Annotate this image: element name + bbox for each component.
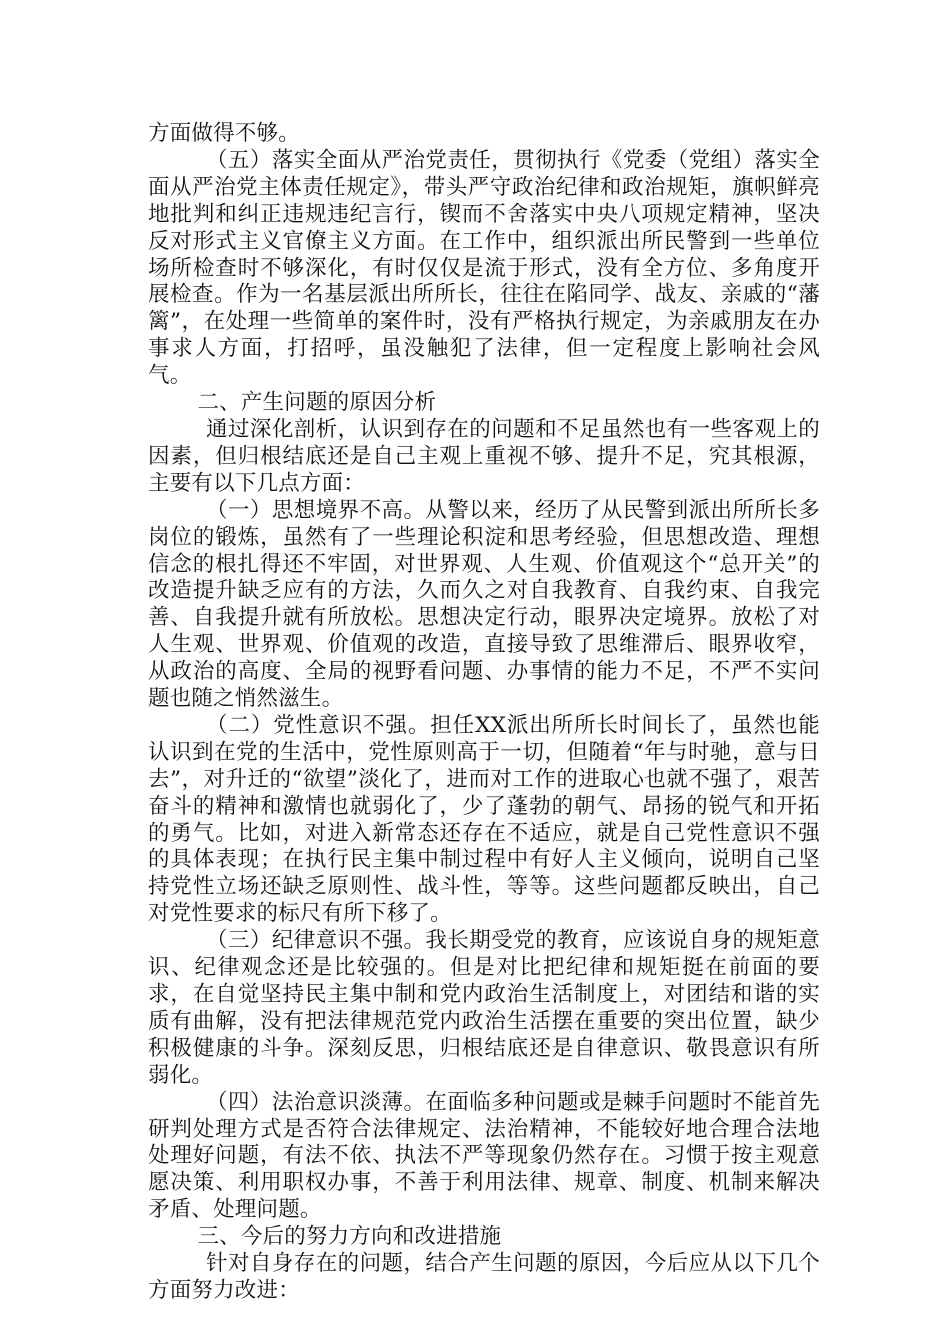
paragraph-cause-three: （三）纪律意识不强。我长期受党的教育，应该说自身的规矩意识、纪律观念还是比较强的。但是对比把纪律和规矩挺在前面的要求，在自觉坚持民主集中制和党内政治生活制度上，对团结和谐的实质有曲解，没有把法律规范党内政治生活摆在重要的突出位置，缺少积极健康的斗争。深刻反思，归根结底还是自律意识、敬畏意识有所弱化。 xyxy=(148,928,820,1088)
paragraph-continuation: 方面做得不够。 xyxy=(148,121,300,146)
paragraph-section-five: （五）落实全面从严治党责任，贯彻执行《党委（党组）落实全面从严治党主体责任规定》，带头严守政治纪律和政治规矩，旗帜鲜亮地批判和纠正违规违纪言行，锲而不舍落实中央八项规定精神，坚决反对形式主义官僚主义方面。在工作中，组织派出所民警到一些单位场所检查时不够深化，有时仅仅是流于形式，没有全方位、多角度开展检查。作为一名基层派出所所长，往往在陷同学、战友、亲戚的“藩篱”，在处理一些简单的案件时，没有严格执行规定，为亲戚朋友在办事求人方面，打招呼，虽没触犯了法律，但一定程度上影响社会风气。 xyxy=(148,147,820,389)
section-heading-improvements: 三、今后的努力方向和改进措施 xyxy=(197,1224,502,1250)
section-heading-causes: 二、产生问题的原因分析 xyxy=(197,390,437,416)
document-body xyxy=(148,121,820,1305)
paragraph-cause-intro: 通过深化剖析，认识到存在的问题和不足虽然也有一些客观上的因素，但归根结底还是自己主观上重视不够、提升不足，究其根源，主要有以下几点方面： xyxy=(148,416,820,496)
paragraph-cause-four: （四）法治意识淡薄。在面临多种问题或是棘手问题时不能首先研判处理方式是否符合法律规定、法治精神，不能较好地合理合法地处理好问题，有法不依、执法不严等现象仍然存在。习惯于按主观意愿决策、利用职权办事，不善于利用法律、规章、制度、机制来解决矛盾、处理问题。 xyxy=(148,1089,820,1223)
paragraph-cause-two: （二）党性意识不强。担任XX派出所所长时间长了，虽然也能认识到在党的生活中，党性原则高于一切，但随着“年与时驰，意与日去”，对升迁的“欲望”淡化了，进而对工作的进取心也就不强了，艰苦奋斗的精神和激情也就弱化了，少了蓬勃的朝气、昂扬的锐气和开拓的勇气。比如，对进入新常态还存在不适应，就是自己党性意识不强的具体表现；在执行民主集中制过程中有好人主义倾向，说明自己坚持党性立场还缺乏原则性、战斗性，等等。这些问题都反映出，自己对党性要求的标尺有所下移了。 xyxy=(148,712,820,927)
paragraph-improvement-intro: 针对自身存在的问题，结合产生问题的原因，今后应从以下几个方面努力改进： xyxy=(148,1251,820,1303)
paragraph-cause-one: （一）思想境界不高。从警以来，经历了从民警到派出所所长多岗位的锻炼，虽然有了一些理论积淀和思考经验，但思想改造、理想信念的根扎得还不牢固，对世界观、人生观、价值观这个“总开关”的改造提升缺乏应有的方法，久而久之对自我教育、自我约束、自我完善、自我提升就有所放松。思想决定行动，眼界决定境界。放松了对人生观、世界观、价值观的改造，直接导致了思维滞后、眼界收窄，从政治的高度、全局的视野看问题、办事情的能力不足，不严不实问题也随之悄然滋生。 xyxy=(148,497,820,712)
